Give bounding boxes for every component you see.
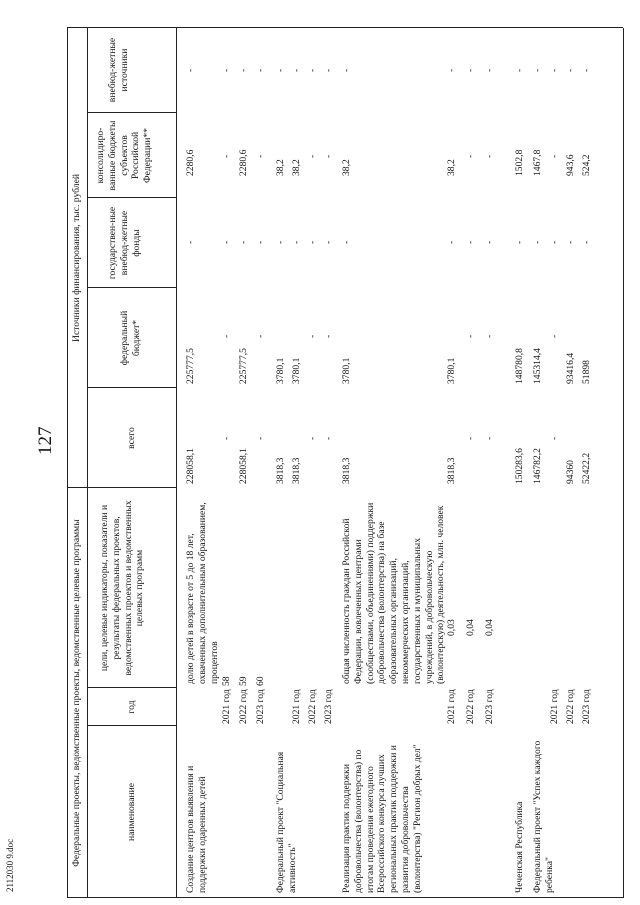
year-kb: 38,2	[446, 159, 457, 176]
row-total: 3818,3	[275, 457, 286, 484]
header-fed: федеральный бюджет*	[119, 310, 142, 366]
year-total: 228058,1	[238, 448, 249, 484]
year-label: 2023 год	[484, 689, 495, 724]
row-vi: -	[341, 68, 352, 72]
header-name: наименование	[126, 783, 137, 841]
year-kb: 2280,6	[238, 149, 249, 176]
year-kb: -	[307, 154, 318, 158]
year-kb: -	[221, 154, 232, 158]
row-kb: 1502,8	[514, 149, 525, 176]
row-name: Чеченская Республика	[514, 801, 525, 893]
year-kb: -	[255, 154, 266, 158]
year-gvf: -	[465, 240, 476, 244]
year-gvf: -	[446, 240, 457, 244]
year-vi: -	[238, 68, 249, 72]
year-vi: -	[465, 68, 476, 72]
year-kb: -	[484, 154, 495, 158]
row-gvf: -	[185, 240, 196, 244]
header-kb: консолидиро-ванные бюджеты субъектов Российской Федерации**	[95, 120, 154, 191]
goal-value: 0,04	[465, 619, 476, 636]
year-vi: -	[549, 68, 560, 72]
year-kb: -	[465, 154, 476, 158]
col-line-total	[67, 487, 176, 488]
row-gvf: -	[341, 240, 352, 244]
goal-value: 0,03	[446, 619, 457, 636]
row-vi: -	[275, 68, 286, 72]
year-label: 2023 год	[323, 689, 334, 724]
year-gvf: -	[255, 240, 266, 244]
row-fed: 225777,5	[185, 348, 196, 384]
col-line-kb	[87, 197, 176, 198]
row-total: 146782,2	[532, 448, 543, 484]
col-line-gvf	[87, 287, 176, 288]
row-kb: 1467,8	[532, 149, 543, 176]
year-fed: 225777,5	[238, 348, 249, 384]
row-name: Создание центров выявления и поддержки одаренных детей	[185, 765, 208, 893]
funding-table	[67, 28, 627, 898]
goal-value: 58	[221, 676, 232, 686]
header-goals: цели, целевые индикаторы, показатели и результаты федеральных проектов, ведомственных проектов и ведомственных целевых программ	[99, 500, 146, 676]
row-gvf: -	[532, 240, 543, 244]
year-vi: -	[565, 68, 576, 72]
year-total: -	[255, 436, 266, 440]
year-kb: 524,2	[581, 154, 592, 176]
year-total: 3818,3	[446, 457, 457, 484]
year-fed: -	[323, 334, 334, 338]
year-kb: -	[323, 154, 334, 158]
row-gvf: -	[514, 240, 525, 244]
year-fed: -	[255, 334, 266, 338]
year-label: 2022 год	[307, 689, 318, 724]
row-name: Федеральный проект "Социальная активность"	[275, 751, 298, 893]
year-vi: -	[255, 68, 266, 72]
year-total: 3818,3	[291, 457, 302, 484]
header-gvf: государствен-ные внебюд-жетные фонды	[107, 206, 142, 280]
year-fed: 93416,4	[565, 352, 576, 384]
year-vi: -	[291, 68, 302, 72]
row-fed: 3780,1	[275, 357, 286, 384]
row-kb: 38,2	[341, 159, 352, 176]
year-fed: 3780,1	[446, 357, 457, 384]
year-gvf: -	[307, 240, 318, 244]
header-total: всего	[126, 427, 137, 449]
year-label: 2022 год	[238, 689, 249, 724]
goal-value: 60	[255, 676, 266, 686]
year-vi: -	[221, 68, 232, 72]
year-vi: -	[446, 68, 457, 72]
header-bottom-line	[176, 28, 177, 898]
year-kb: 38,2	[291, 159, 302, 176]
row-goal: общая численность граждан Российской Федерации, вовлеченных центрами (сообществами, объединениями) поддержки добровольчества (волонтерства) на базе образовательных организаций, некоммерческих организаций, государственных и муниципальных учреждений, в добровольческую (волонтерскую) деятельность, млн. человек	[341, 502, 447, 684]
year-total: -	[323, 436, 334, 440]
col-line-vi	[87, 112, 176, 113]
year-label: 2021 год	[291, 689, 302, 724]
year-label: 2021 год	[446, 689, 457, 724]
col-line-left	[67, 897, 623, 898]
year-label: 2023 год	[255, 689, 266, 724]
year-label: 2022 год	[565, 689, 576, 724]
row-total: 3818,3	[341, 457, 352, 484]
header-group-line	[87, 28, 88, 898]
row-name: Реализация практик поддержки добровольчества (волонтерства) по итогам проведения ежегодного Всероссийского конкурса лучших региональных практик поддержки и развития добровольчества (волонтерства) "Регион добрых дел"	[341, 744, 423, 893]
year-gvf: -	[323, 240, 334, 244]
header-year: год	[126, 700, 137, 714]
year-fed: 51898	[581, 360, 592, 384]
year-label: 2023 год	[581, 689, 592, 724]
year-vi: -	[307, 68, 318, 72]
header-group: Федеральные проекты, ведомственные проекты, ведомственные целевые программы	[71, 519, 82, 867]
year-label: 2021 год	[221, 689, 232, 724]
year-gvf: -	[221, 240, 232, 244]
year-fed: -	[221, 334, 232, 338]
row-name: Федеральный проект "Успех каждого ребенка"	[532, 740, 555, 893]
document-code: 2112030 9.doc	[5, 838, 15, 892]
rotated-page	[67, 28, 627, 898]
row-fed: 148780,8	[514, 348, 525, 384]
goal-value: 59	[238, 676, 249, 686]
year-fed: -	[465, 334, 476, 338]
row-kb: 38,2	[275, 159, 286, 176]
year-vi: -	[323, 68, 334, 72]
row-fed: 3780,1	[341, 357, 352, 384]
row-total: 228058,1	[185, 448, 196, 484]
row-goal: долю детей в возрасте от 5 до 18 лет, охваченных дополнительным образованием, процентов	[185, 502, 220, 684]
row-total: 150283,6	[514, 448, 525, 484]
row-fed: 145314,4	[532, 348, 543, 384]
year-total: 52422,2	[581, 452, 592, 484]
header-vi: внебюд-жетные источники	[107, 37, 130, 103]
row-kb: 2280,6	[185, 149, 196, 176]
year-fed: 3780,1	[291, 357, 302, 384]
row-vi: -	[185, 68, 196, 72]
year-total: -	[549, 436, 560, 440]
year-gvf: -	[549, 240, 560, 244]
header-sources: Источники финансирования, тыс. рублей	[71, 174, 82, 342]
row-gvf: -	[275, 240, 286, 244]
year-total: -	[484, 436, 495, 440]
year-gvf: -	[565, 240, 576, 244]
goal-value: 0,04	[484, 619, 495, 636]
col-line-right	[67, 27, 623, 28]
year-gvf: -	[581, 240, 592, 244]
year-gvf: -	[291, 240, 302, 244]
year-gvf: -	[238, 240, 249, 244]
row-vi: -	[514, 68, 525, 72]
year-fed: -	[549, 334, 560, 338]
year-fed: -	[484, 334, 495, 338]
year-total: 94360	[565, 460, 576, 484]
year-label: 2021 год	[549, 689, 560, 724]
year-total: -	[307, 436, 318, 440]
year-label: 2022 год	[465, 689, 476, 724]
year-fed: -	[307, 334, 318, 338]
row-vi: -	[532, 68, 543, 72]
year-gvf: -	[484, 240, 495, 244]
page-number: 127	[35, 426, 56, 455]
year-vi: -	[581, 68, 592, 72]
table-bottom-line	[623, 28, 624, 898]
year-kb: 943,6	[565, 154, 576, 176]
year-total: -	[221, 436, 232, 440]
year-vi: -	[484, 68, 495, 72]
year-kb: -	[549, 154, 560, 158]
year-total: -	[465, 436, 476, 440]
table-top-line	[67, 28, 68, 898]
